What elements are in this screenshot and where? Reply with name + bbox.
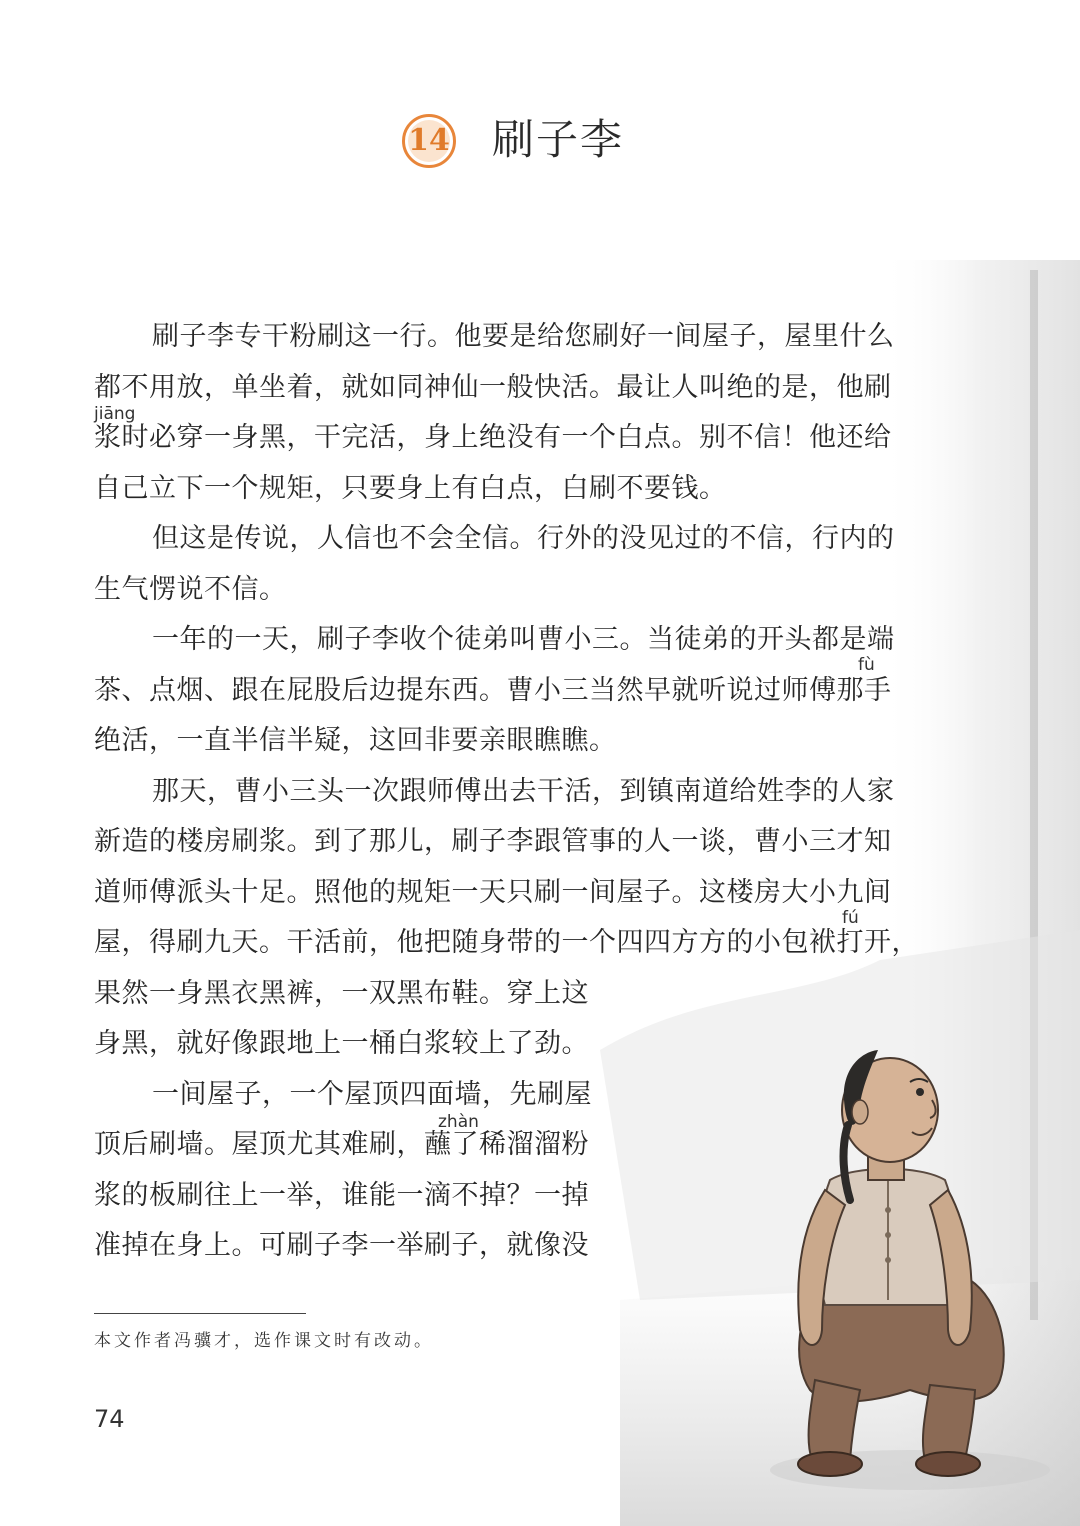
- text-line: 都不用放，单坐着，就如同神仙一般快活。最让人叫绝的是，他刷: [94, 371, 892, 403]
- lesson-number: 14: [408, 123, 450, 158]
- text-line: 浆的板刷往上一举，谁能一滴不掉？一掉: [94, 1179, 589, 1211]
- text-line: 自己立下一个规矩，只要身上有白点，白刷不要钱。: [94, 472, 727, 504]
- paragraph: [94, 514, 919, 615]
- text-line: 刷子李专干粉刷这一行。他要是给您刷好一间屋子，屋里什么: [152, 321, 895, 352]
- text-line: 顶后刷墙。屋顶尤其难刷，蘸了稀溜溜粉: [94, 1129, 589, 1160]
- lesson-number-badge: [402, 114, 456, 168]
- pinyin-fu-2: fú: [842, 908, 859, 928]
- text-line: 果然一身黑衣黑裤，一双黑布鞋。穿上这: [94, 977, 589, 1009]
- lesson-header: [0, 108, 1080, 178]
- text-line: 身黑，就好像跟地上一桶白浆较上了劲。: [94, 1028, 589, 1059]
- text-line: 一年的一天，刷子李收个徒弟叫曹小三。当徒弟的开头都是端: [152, 624, 895, 655]
- pinyin-zhan: zhàn: [438, 1112, 479, 1132]
- paragraph: [94, 312, 919, 514]
- pinyin-fu-1: fù: [858, 655, 875, 675]
- text-line: 一间屋子，一个屋顶四面墙，先刷屋: [152, 1078, 592, 1110]
- footnote: 本文作者冯骥才，选作课文时有改动。: [94, 1331, 434, 1351]
- text-line: 道师傅派头十足。照他的规矩一天只刷一间屋子。这楼房大小九间: [94, 876, 892, 908]
- text-line: 茶、点烟、跟在屁股后边提东西。曹小三当然早就听说过师傅那手: [94, 674, 892, 706]
- text-line: 但这是传说，人信也不会全信。行外的没见过的不信，行内的: [152, 523, 895, 554]
- text-line: 生气愣说不信。: [94, 573, 287, 605]
- apprentice-illustration: [760, 1030, 1080, 1500]
- text-line: 准掉在身上。可刷子李一举刷子，就像没: [94, 1230, 589, 1261]
- pinyin-jiang: jiāng: [94, 404, 136, 424]
- page-number: 74: [94, 1405, 125, 1433]
- paragraph: [94, 767, 919, 1070]
- lesson-title: 刷子李: [492, 115, 625, 164]
- text-line: 绝活，一直半信半疑，这回非要亲眼瞧瞧。: [94, 725, 617, 756]
- footnote-divider: [94, 1313, 306, 1314]
- text-line: 屋，得刷九天。干活前，他把随身带的一个四四方方的小包袱打开，: [94, 927, 919, 958]
- text-line: 浆时必穿一身黑，干完活，身上绝没有一个白点。别不信！他还给: [94, 422, 892, 453]
- text-line: 那天，曹小三头一次跟师傅出去干活，到镇南道给姓李的人家: [152, 775, 895, 807]
- text-line: 新造的楼房刷浆。到了那儿，刷子李跟管事的人一谈，曹小三才知: [94, 826, 892, 857]
- paragraph: [94, 615, 919, 767]
